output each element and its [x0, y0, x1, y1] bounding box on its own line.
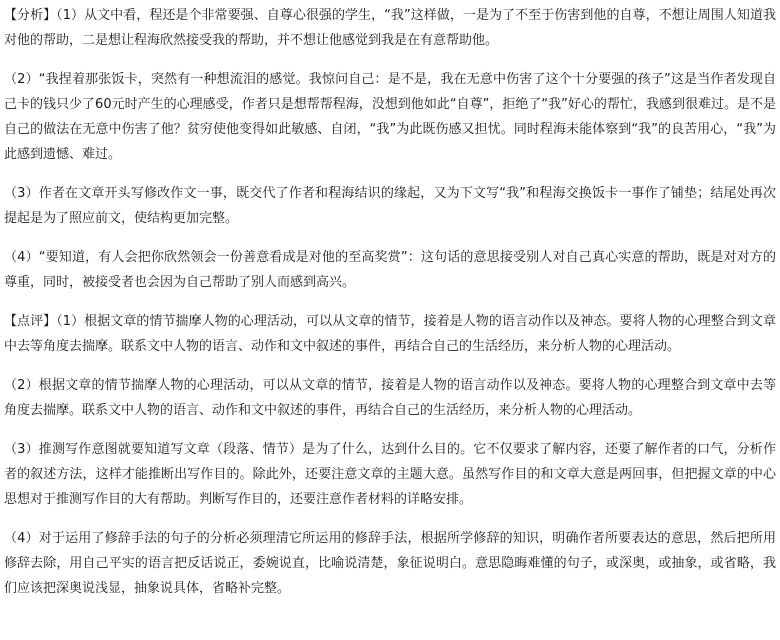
- analysis-paragraph-1: 【分析】（1）从文中看，程还是个非常要强、自尊心很强的学生，“我”这样做，一是为了不至于伤害到他的自尊，不想让周围人知道我对他的帮助，二是想让程海欣然接受我的帮助，并不想让他感觉到我是在有意帮助他。: [4, 8, 776, 48]
- comment-paragraph-4: （4）对于运用了修辞手法的句子的分析必须理清它所运用的修辞手法，根据所学修辞的知识，明确作者所要表达的意思，然后把所用修辞去除，用自己平实的语言把反话说正，委婉说直，比喻说清楚，象征说明白。意思隐晦难懂的句子，或深奥，或抽象，或省略，我们应该把深奥说浅显，抽象说具体，省略补完整。: [4, 531, 776, 596]
- analysis-paragraph-3: （3）作者在文章开头写修改作文一事，既交代了作者和程海结识的缘起，又为下文写“我”和程海交换饭卡一事作了铺垫；结尾处再次提起是为了照应前文，使结构更加完整。: [4, 186, 776, 226]
- comment-paragraph-1: 【点评】（1）根据文章的情节揣摩人物的心理活动，可以从文章的情节，接着是人物的语言动作以及神态。要将人物的心理整合到文章中去等角度去揣摩。联系文中人物的语言、动作和文中叙述的事件，再结合自己的生活经历，来分析人物的心理活动。: [4, 314, 776, 354]
- analysis-paragraph-2: （2）“我捏着那张饭卡，突然有一种想流泪的感觉。我惊问自己：是不是，我在无意中伤害了这个十分要强的孩子”这是当作者发现自己卡的钱只少了60元时产生的心理感受，作者只是想帮帮程海，没想到他如此“自尊”，拒绝了“我”好心的帮忙，我感到很难过。是不是自己的做法在无意中伤害了他？贫穷使他变得如此敏感、自闭，“我”为此既伤感又担忧。同时程海未能体察到“我”的良苦用心，“我”为此感到遗憾、难过。: [4, 72, 776, 162]
- analysis-paragraph-4: （4）“要知道，有人会把你欣然领会一份善意看成是对他的至高奖赏”：这句话的意思接受别人对自己真心实意的帮助，既是对对方的尊重，同时，被接受者也会因为自己帮助了别人而感到高兴。: [4, 250, 776, 290]
- comment-paragraph-2: （2）根据文章的情节揣摩人物的心理活动，可以从文章的情节，接着是人物的语言动作以及神态。要将人物的心理整合到文章中去等角度去揣摩。联系文中人物的语言、动作和文中叙述的事件，再结合自己的生活经历，来分析人物的心理活动。: [4, 378, 776, 418]
- comment-paragraph-3: （3）推测写作意图就要知道写文章（段落、情节）是为了什么，达到什么目的。它不仅要求了解内容，还要了解作者的口气，分析作者的叙述方法，这样才能推断出写作目的。除此外，还要注意文章的主题大意。虽然写作目的和文章大意是两回事，但把握文章的中心思想对于推测写作目的大有帮助。判断写作目的，还要注意作者材料的详略安排。: [4, 442, 776, 507]
